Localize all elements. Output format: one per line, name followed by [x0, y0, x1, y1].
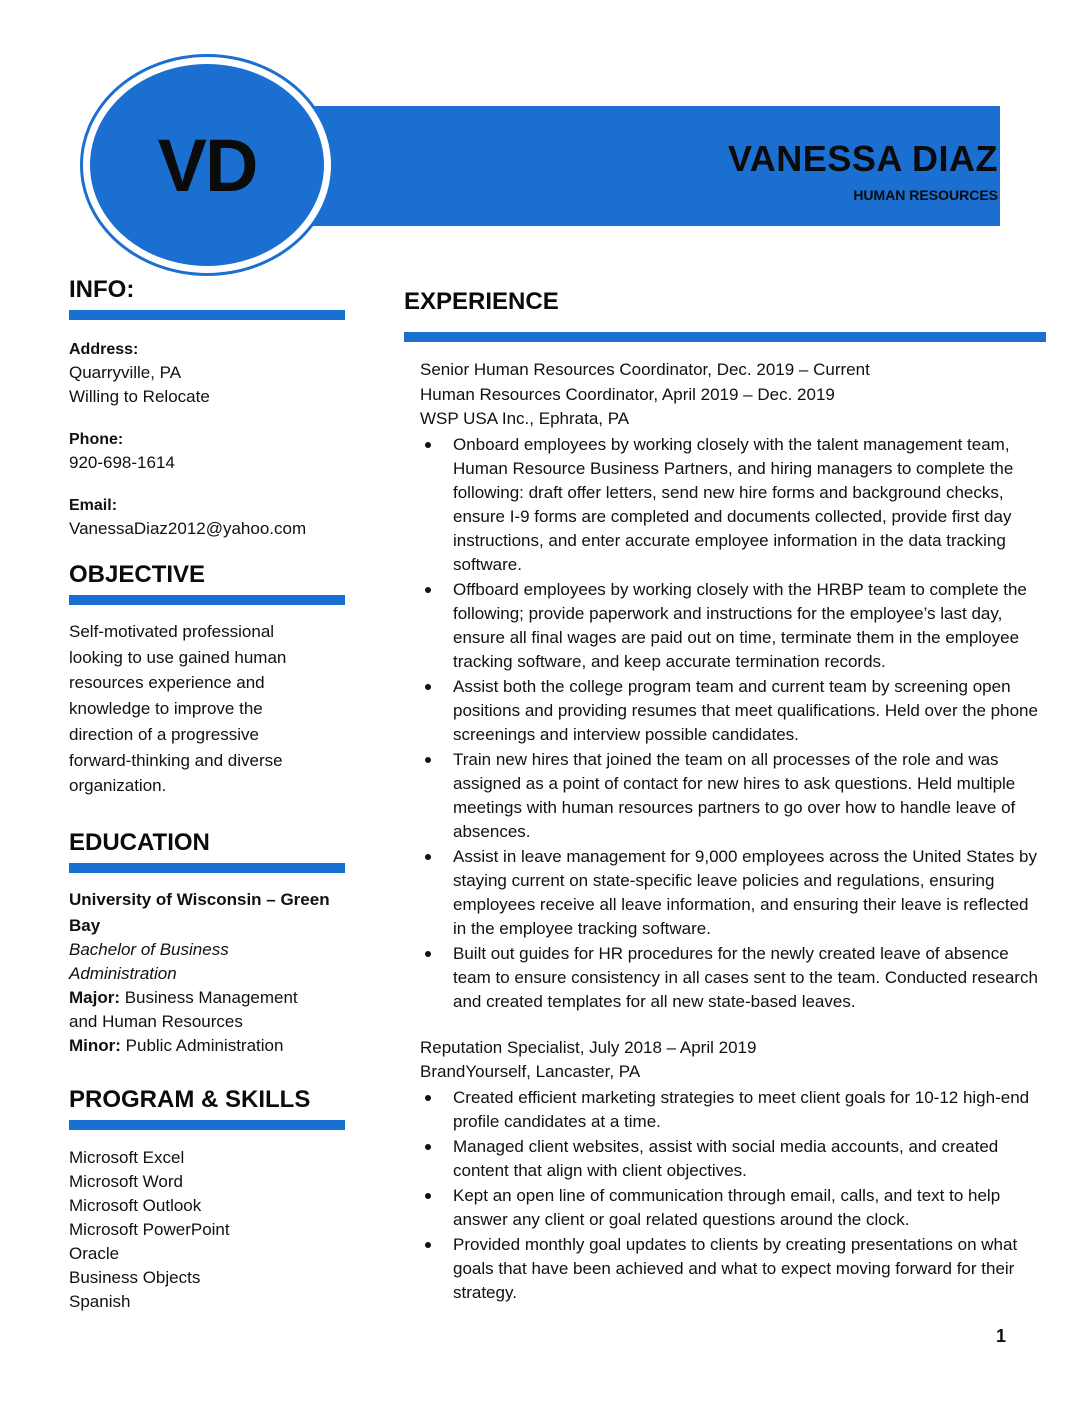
skill-item: Microsoft Excel: [69, 1148, 185, 1168]
job-title-line: Human Resources Coordinator, April 2019 – Dec. 2019: [420, 384, 835, 404]
list-item: Onboard employees by working closely with the talent management team, Human Resource Business Partners, and hiring managers to complete the following: draft offer letters, send new hire forms and background checks, ensure I-9 forms are completed and documents collected, provide first day instructions, and enter accurate employee information in the data tracking software.: [453, 433, 1046, 577]
degree-name: Administration: [69, 964, 177, 984]
objective-divider: [69, 595, 345, 605]
skill-item: Spanish: [69, 1292, 131, 1312]
objective-line: looking to use gained human: [69, 647, 287, 667]
list-item: Managed client websites, assist with social media accounts, and created content that align with client objectives.: [453, 1135, 1046, 1183]
list-item: Kept an open line of communication through email, calls, and text to help answer any client or goal related questions around the clock.: [453, 1184, 1046, 1232]
email-label: Email:: [69, 497, 118, 514]
objective-heading: OBJECTIVE: [69, 561, 206, 588]
objective-line: organization.: [69, 776, 167, 796]
degree-name: Bachelor of Business: [69, 940, 229, 960]
job-entry: [404, 1036, 1046, 1305]
job-title-line: Reputation Specialist, July 2018 – April 2019: [420, 1037, 757, 1057]
skill-item: Business Objects: [69, 1268, 201, 1288]
monogram-badge: [88, 62, 326, 268]
objective-line: knowledge to improve the: [69, 699, 263, 719]
experience-divider: [404, 332, 1046, 342]
email-address: VanessaDiaz2012@yahoo.com: [69, 519, 307, 538]
job-employer-line: BrandYourself, Lancaster, PA: [420, 1062, 641, 1081]
job-bullets: [404, 433, 1046, 1014]
page-number: 1: [996, 1326, 1007, 1346]
skills-section: [69, 1086, 345, 1314]
list-item: Created efficient marketing strategies to meet client goals for 10-12 high-end profile candidates at a time.: [453, 1086, 1046, 1134]
sidebar: [69, 276, 345, 1314]
education-divider: [69, 863, 345, 873]
minor-value: Public Administration: [120, 1036, 284, 1056]
list-item: Offboard employees by working closely with the HRBP team to complete the following; provide paperwork and instructions for the employee’s last day, ensure all final wages are paid out on time, terminate them in the employee tracking software, and keep accurate termination records.: [453, 578, 1046, 674]
major-line: [69, 986, 345, 1010]
experience-section: [404, 288, 1046, 1306]
list-item: Built out guides for HR procedures for the newly created leave of absence team to ensure consistency in all cases sent to the team. Conducted research and created templates for all new state-based leaves.: [453, 942, 1046, 1014]
job-employer-line: WSP USA Inc., Ephrata, PA: [420, 409, 630, 428]
list-item: Provided monthly goal updates to clients by creating presentations on what goals that have been achieved and what to expect moving forward for their strategy.: [453, 1233, 1046, 1305]
objective-line: Self-motivated professional: [69, 622, 275, 641]
skill-item: Microsoft Word: [69, 1172, 183, 1192]
school-name: University of Wisconsin – Green: [69, 889, 330, 909]
list-item: Assist both the college program team and current team by screening open positions and providing resumes that meet qualifications. Held over the phone screenings and interview possible candidates.: [453, 675, 1046, 747]
objective-section: [69, 561, 345, 799]
skill-item: Oracle: [69, 1244, 120, 1264]
candidate-name: VANESSA DIAZ: [727, 138, 998, 179]
list-item: Train new hires that joined the team on all processes of the role and was assigned as a point of contact for new hires to ask questions. Held multiple meetings with human resources partners to go over how to handle leave of absences.: [453, 748, 1046, 844]
minor-label: Minor:: [69, 1036, 121, 1056]
job-bullets: [404, 1086, 1046, 1305]
phone-number: 920-698-1614: [69, 453, 175, 472]
minor-line: [69, 1034, 345, 1058]
major-value: Business Management: [120, 988, 298, 1008]
major-line: and Human Resources: [69, 1012, 243, 1032]
skills-divider: [69, 1120, 345, 1130]
skills-heading: PROGRAM & SKILLS: [69, 1086, 311, 1114]
objective-line: resources experience and: [69, 673, 265, 693]
list-item: Assist in leave management for 9,000 employees across the United States by staying current on state-specific leave policies and regulations, ensuring employees receive all leave information, and ensuring their leave is reflected in the employee tracking software.: [453, 845, 1046, 941]
info-divider: [69, 310, 345, 320]
skill-item: Microsoft PowerPoint: [69, 1220, 230, 1240]
monogram-initials: VD: [157, 123, 257, 207]
education-heading: EDUCATION: [69, 828, 210, 856]
objective-line: direction of a progressive: [69, 724, 259, 744]
experience-heading: EXPERIENCE: [404, 288, 559, 315]
address-label: Address:: [69, 341, 139, 358]
address-line: Willing to Relocate: [69, 387, 210, 406]
major-label: Major:: [69, 988, 120, 1008]
job-entry: [404, 358, 1046, 1014]
info-section: [69, 276, 345, 541]
school-name: Bay: [69, 915, 101, 935]
job-title-line: Senior Human Resources Coordinator, Dec. 2019 – Current: [420, 360, 870, 379]
info-heading: INFO:: [69, 276, 135, 303]
skill-item: Microsoft Outlook: [69, 1196, 202, 1216]
education-section: [69, 829, 345, 1058]
address-line: Quarryville, PA: [69, 363, 182, 382]
objective-line: forward-thinking and diverse: [69, 750, 283, 770]
candidate-title: HUMAN RESOURCES: [853, 187, 998, 203]
phone-label: Phone:: [69, 431, 124, 448]
